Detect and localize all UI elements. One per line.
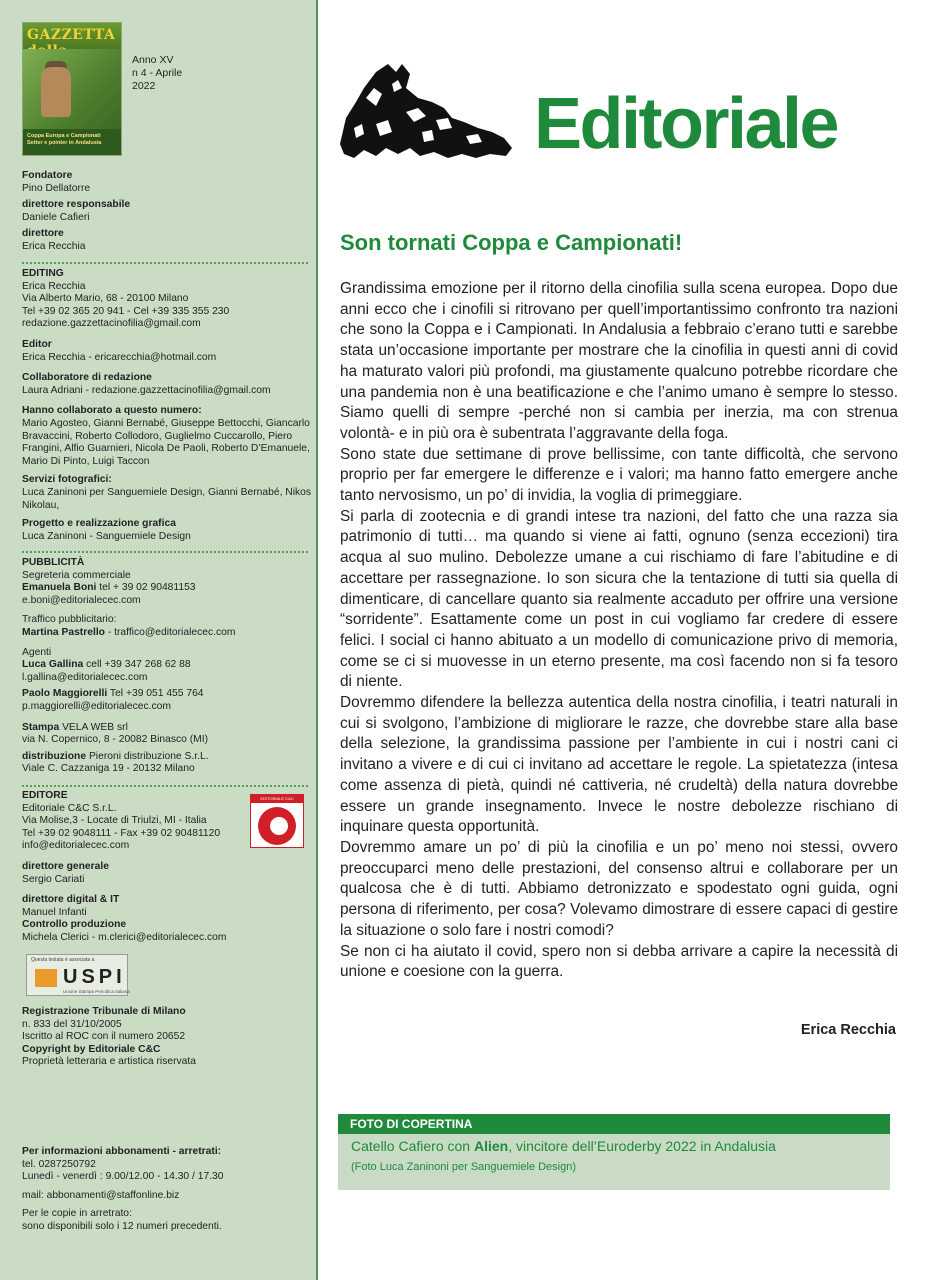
article-paragraph: Dovremmo amare un po’ di più la cinofilia e un po’ meno noi stessi, ovvero preoccuparci meno delle prestazioni, del consenso altrui e collaborare per un qualcosa che è di tutti. Abbiamo detronizzato e spodestato ogni guida, ogni persona di riferimento, per cosa? Volevamo dimostrare di essere capaci di gestire la situazione o solo fare i nostri comodi? bbox=[340, 838, 898, 939]
servizi-label: Servizi fotografici: bbox=[22, 474, 112, 486]
article-paragraph: Sono state due settimane di prove bellissime, con tante difficoltà, che servono proprio per far emergere le differenze e i valori; ma hanno fatto emergere anche tanto nervosismo, un po’ di invidia, la voglia di primeggiare. bbox=[340, 445, 898, 505]
copyright-label: Copyright by Editoriale C&C bbox=[22, 1043, 161, 1055]
controllo-line: Michela Clerici - m.clerici@editorialecec.com bbox=[22, 931, 227, 943]
editing-label: EDITING bbox=[22, 268, 64, 279]
cover-photo-caption-box bbox=[338, 1114, 890, 1190]
abbonamenti-line: Lunedì - venerdì : 9.00/12.00 - 14.30 / 17.30 bbox=[22, 1171, 224, 1183]
editore-line: info@editorialecec.com bbox=[22, 840, 130, 852]
copyright-line: Proprietà letteraria e artistica riservata bbox=[22, 1056, 196, 1068]
registrazione-line: Iscritto al ROC con il numero 20652 bbox=[22, 1031, 186, 1043]
distrib-addr: Viale C. Cazzaniga 19 - 20132 Milano bbox=[22, 763, 195, 775]
caption-post: , vincitore dell’Euroderby 2022 in Andalusia bbox=[508, 1138, 776, 1154]
segreteria-line: Segreteria commerciale bbox=[22, 569, 131, 581]
issue-date: 2022 bbox=[132, 80, 156, 92]
cover-hunter-figure bbox=[41, 67, 71, 117]
uspi-logo bbox=[26, 954, 128, 996]
hanno-label: Hanno collaborato a questo numero: bbox=[22, 405, 202, 417]
article-paragraph: Si parla di zootecnia e di grandi intese tra nazioni, del fatto che una razza sia patrimonio di tutti… ma quando si viene ai fatti, ognuno (senza eccezioni) tira acqua al suo mulino. Debolezze umane a cui rischiamo di fare l’abitudine e di accettare per rassegnazione. Io son sicura che la tentazione di tutti sia quella di dimenticare, di cancellare quanto sia realmente accaduto per offrire una versione “sorridente”. Esattamente come un post in cui vogliamo far credere di essere felici. I social ci hanno abituato a un modello di comunicazione privo di memoria, come se ci si muovesse in un eterno presente, ma così facendo non si fa tesoro di niente. bbox=[340, 507, 898, 691]
registrazione-block bbox=[22, 1006, 314, 1069]
editing-block bbox=[22, 268, 314, 543]
uspi-sub-text: Unione Stampa Periodica Italiana bbox=[63, 989, 130, 994]
editrice-c-mark bbox=[258, 807, 296, 845]
dir-resp-label: direttore responsabile bbox=[22, 199, 131, 211]
abbonamenti-line: tel. 0287250792 bbox=[22, 1158, 96, 1170]
arretrati-line: Per le copie in arretrato: bbox=[22, 1208, 132, 1220]
editore-line: Tel +39 02 9048111 - Fax +39 02 90481120 bbox=[22, 827, 221, 839]
editing-line: redazione.gazzettacinofilia@gmail.com bbox=[22, 318, 201, 330]
article-paragraph: Dovremmo difendere la bellezza autentica della nostra cinofilia, i teatri naturali in cui si svolgono, l’ambizione di migliorare le razze, che dovrebbe stare alla base della selezione, la grandissima passione per l’ambiente in cui i nostri cani ci invitano a vivere e di cui ci invitano ad accettare le regole. La spietatezza (intesa come assenza di pietà, quindi né cattiveria, né crudeltà) della natura dovrebbe essere un grande insegnamento. Invece le nostre debolezze rischiano di inquinare questa opportunità. bbox=[340, 694, 898, 836]
arretrati-line: sono disponibili solo i 12 numeri precedenti. bbox=[22, 1220, 222, 1232]
dir-resp-name: Daniele Cafieri bbox=[22, 211, 90, 223]
stampa-name: VELA WEB srl bbox=[59, 721, 128, 733]
maggiorelli-tel: Tel +39 051 455 764 bbox=[107, 688, 204, 700]
cover-caption: Coppa Europa e Campionati Setter e pointer in Andalusia bbox=[23, 129, 121, 155]
maggiorelli-name: Paolo Maggiorelli bbox=[22, 688, 108, 700]
maggiorelli-mail: p.maggiorelli@editorialecec.com bbox=[22, 700, 171, 712]
issue-number: n 4 - Aprile bbox=[132, 67, 183, 79]
cover-photo-caption bbox=[351, 1138, 776, 1154]
pastrello-mail: - traffico@editorialecec.com bbox=[104, 626, 236, 638]
cover-title: GAZZETTA bbox=[27, 27, 116, 43]
article-body bbox=[340, 279, 898, 983]
dog-silhouette-logo bbox=[336, 58, 518, 166]
editing-line: Via Alberto Mario, 68 - 20100 Milano bbox=[22, 293, 189, 305]
cover-masthead bbox=[23, 23, 121, 49]
registrazione-line: n. 833 del 31/10/2005 bbox=[22, 1018, 122, 1030]
abbonamenti-block bbox=[22, 1146, 314, 1234]
editoriale-cc-logo bbox=[250, 794, 304, 848]
magazine-cover-thumbnail bbox=[22, 22, 122, 156]
abbonamenti-label: Per informazioni abbonamenti - arretrati: bbox=[22, 1146, 222, 1157]
caption-dog-name: Alien bbox=[473, 1138, 509, 1154]
uspi-word: USPI bbox=[63, 966, 126, 988]
fondatore-name: Pino Dellatorre bbox=[22, 182, 91, 194]
divider bbox=[22, 551, 308, 553]
fondatore-label: Fondatore bbox=[22, 170, 73, 181]
gallina-mail: l.gallina@editorialecec.com bbox=[22, 671, 148, 683]
stampa-addr: via N. Copernico, 8 - 20082 Binasco (MI) bbox=[22, 734, 208, 746]
editor-line: Erica Recchia - ericarecchia@hotmail.com bbox=[22, 351, 217, 363]
boni-tel: tel + 39 02 90481153 bbox=[96, 582, 196, 594]
dir-dig-label: direttore digital & IT bbox=[22, 894, 120, 906]
issue-year: Anno XV bbox=[132, 54, 174, 66]
traffico-line: Traffico pubblicitario: bbox=[22, 614, 117, 626]
divider bbox=[22, 262, 308, 264]
divider bbox=[22, 785, 308, 787]
uspi-mark bbox=[35, 969, 57, 987]
editing-line: Tel +39 02 365 20 941 - Cel +39 335 355 230 bbox=[22, 305, 230, 317]
editor-label: Editor bbox=[22, 338, 52, 350]
editore-line: Editoriale C&C S.r.L. bbox=[22, 802, 117, 814]
collab-label: Collaboratore di redazione bbox=[22, 372, 152, 384]
article-paragraph: Se non ci ha aiutato il covid, spero non si debba arrivare a capire la necessità di unione e coesione con la guerra. bbox=[340, 942, 898, 981]
pubblicita-block bbox=[22, 557, 314, 776]
caption-pre: Catello Cafiero con bbox=[351, 1138, 474, 1154]
collab-line: Laura Adriani - redazione.gazzettacinofilia@gmail.com bbox=[22, 384, 271, 396]
gallina-name: Luca Gallina bbox=[22, 659, 84, 671]
cover-photo bbox=[23, 49, 121, 133]
stampa-label: Stampa bbox=[22, 721, 60, 733]
pubblicita-label: PUBBLICITÀ bbox=[22, 557, 85, 568]
agenti-line: Agenti bbox=[22, 646, 52, 658]
editrice-logo-label: EDITORIALE C&C bbox=[251, 795, 303, 803]
registrazione-label: Registrazione Tribunale di Milano bbox=[22, 1006, 186, 1017]
section-title: Editoriale bbox=[534, 84, 838, 164]
cover-photo-credit: (Foto Luca Zaninoni per Sanguemiele Design) bbox=[351, 1161, 577, 1173]
direttore-label: direttore bbox=[22, 228, 64, 240]
editore-label: EDITORE bbox=[22, 790, 68, 801]
staff-block bbox=[22, 170, 314, 254]
masthead-sidebar bbox=[0, 0, 318, 1280]
controllo-label: Controllo produzione bbox=[22, 919, 127, 931]
direttore-name: Erica Recchia bbox=[22, 240, 86, 252]
progetto-line: Luca Zaninoni - Sanguemiele Design bbox=[22, 530, 191, 542]
boni-name: Emanuela Boni bbox=[22, 582, 97, 594]
editing-line: Erica Recchia bbox=[22, 280, 86, 292]
article-paragraph: Grandissima emozione per il ritorno della cinofilia sulla scena europea. Dopo due anni ecco che i cinofili si ritrovano per quell’importantissimo confronto tra nazioni che sono la Coppa e i Campionati. In Andalusia a febbraio c’erano tutti e sarebbe stata un’occasione importante per mostrare che la cinofilia in questi anni di covid ha maturato valori più profondi, ma giustamente qualcuno potrebbe ricordare che una pandemia non è una beatificazione e che l’animo umano è sempre lo stesso. Siamo quelli di sempre -perché non si cambia per inerzia, ma con strenua volontà- e in più ora è subentrata l’aggravante della foga. bbox=[340, 280, 898, 442]
progetto-label: Progetto e realizzazione grafica bbox=[22, 518, 176, 530]
servizi-line: Luca Zaninoni per Sanguemiele Design, Gianni Bernabé, Nikos Nikolau, bbox=[22, 486, 312, 511]
article-signature: Erica Recchia bbox=[800, 1022, 896, 1038]
issue-info bbox=[132, 54, 212, 93]
article-headline: Son tornati Coppa e Campionati! bbox=[340, 230, 683, 255]
gallina-tel: cell +39 347 268 62 88 bbox=[83, 659, 191, 671]
editore-line: Via Molise,3 - Locate di Triulzi, MI - Italia bbox=[22, 815, 207, 827]
dir-gen-name: Sergio Cariati bbox=[22, 873, 85, 885]
distrib-label: distribuzione bbox=[22, 750, 87, 762]
dir-gen-label: direttore generale bbox=[22, 860, 109, 872]
pastrello-name: Martina Pastrello bbox=[22, 626, 105, 638]
distrib-name: Pieroni distribuzione S.r.L. bbox=[86, 750, 209, 762]
abbonamenti-mail: mail: abbonamenti@staffonline.biz bbox=[22, 1189, 180, 1201]
hanno-line: Mario Agosteo, Gianni Bernabé, Giuseppe Bettocchi, Giancarlo Bravaccini, Roberto Collodoro, Guglielmo Cuccarollo, Piero Frangini, Alfio Guarnieri, Nicola De Paoli, Roberto D’Emanuele, Mario Di Pinto, Luigi Taccon bbox=[22, 417, 310, 467]
uspi-small-text: Questa testata è associata a bbox=[31, 957, 95, 963]
cover-photo-header: FOTO DI COPERTINA bbox=[338, 1114, 890, 1134]
boni-mail: e.boni@editorialecec.com bbox=[22, 594, 141, 606]
dir-dig-name: Manuel Infanti bbox=[22, 906, 87, 918]
